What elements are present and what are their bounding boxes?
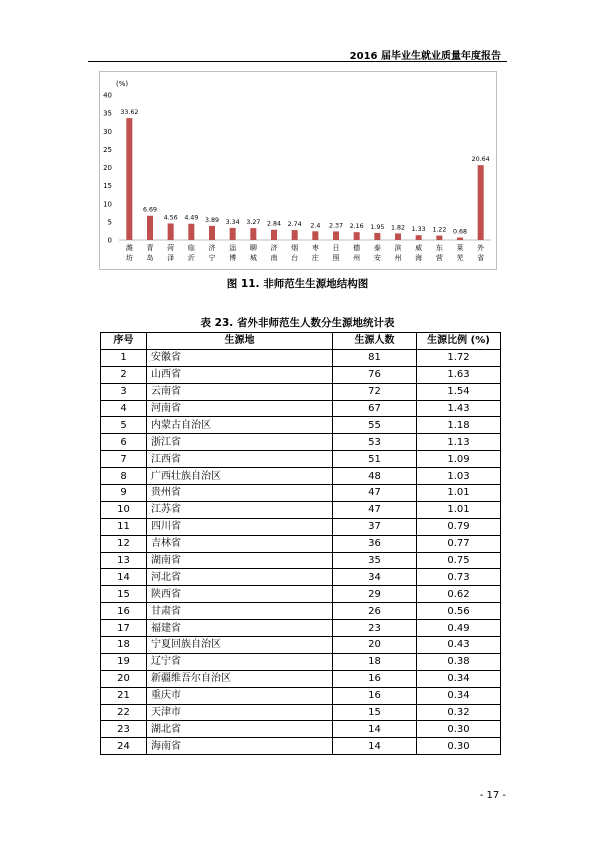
cell-ratio: 0.56 — [417, 603, 501, 620]
data-label: 3.34 — [225, 218, 240, 226]
cell-index: 24 — [101, 738, 147, 755]
cell-count: 47 — [333, 501, 417, 518]
cell-count: 81 — [333, 349, 417, 366]
x-tick-label: 日 — [332, 244, 340, 252]
cell-ratio: 1.13 — [417, 434, 501, 451]
cell-ratio: 1.72 — [417, 349, 501, 366]
cell-index: 10 — [101, 501, 147, 518]
bar — [250, 228, 256, 240]
header-rule — [88, 61, 507, 62]
table-caption: 表 23. 省外非师范生人数分生源地统计表 — [200, 317, 395, 329]
cell-region: 重庆市 — [147, 687, 333, 704]
y-tick-label: 10 — [103, 200, 112, 209]
table-row — [101, 670, 501, 687]
cell-ratio: 0.77 — [417, 535, 501, 552]
out-of-province-source-table — [100, 332, 501, 755]
cell-index: 19 — [101, 653, 147, 670]
cell-ratio: 1.18 — [417, 417, 501, 434]
y-tick-label: 20 — [103, 164, 112, 172]
cell-count: 67 — [333, 400, 417, 417]
bar — [354, 232, 360, 240]
x-tick-label: 聊 — [249, 244, 257, 252]
cell-ratio: 0.34 — [417, 670, 501, 687]
data-label: 1.82 — [390, 224, 406, 232]
y-tick-label: 15 — [103, 182, 112, 191]
y-tick-label: 5 — [107, 218, 112, 227]
data-label: 20.64 — [471, 156, 490, 164]
bar — [209, 226, 215, 240]
bar — [395, 233, 401, 240]
report-header-title: 2016 届毕业生就业质量年度报告 — [349, 51, 501, 62]
table-header-row — [101, 333, 501, 350]
table-row — [101, 366, 501, 383]
x-tick-label: 滨 — [394, 244, 402, 252]
cell-count: 51 — [333, 451, 417, 468]
cell-count: 16 — [333, 670, 417, 687]
table-row — [101, 518, 501, 535]
table-row — [101, 603, 501, 620]
table-row — [101, 637, 501, 654]
cell-index: 15 — [101, 586, 147, 603]
cell-region: 江苏省 — [147, 501, 333, 518]
x-tick-label: 潍 — [125, 244, 133, 252]
table-row — [101, 552, 501, 569]
cell-ratio: 1.03 — [417, 468, 501, 485]
cell-index: 1 — [101, 349, 147, 366]
cell-region: 甘肃省 — [147, 603, 333, 620]
data-label: 3.27 — [246, 219, 261, 227]
x-tick-label: 威 — [415, 244, 423, 252]
table-row — [101, 704, 501, 721]
data-label: 2.74 — [287, 221, 302, 229]
table-row — [101, 721, 501, 738]
cell-ratio: 0.62 — [417, 586, 501, 603]
cell-index: 11 — [101, 518, 147, 535]
x-tick-label: 照 — [332, 254, 340, 262]
page-number: - 17 - — [479, 790, 506, 801]
cell-region: 陕西省 — [147, 586, 333, 603]
cell-region: 四川省 — [147, 518, 333, 535]
cell-region: 天津市 — [147, 704, 333, 721]
x-tick-label: 淄 — [229, 244, 237, 252]
y-tick-label: 35 — [103, 109, 112, 118]
data-label: 2.16 — [349, 223, 364, 231]
cell-index: 14 — [101, 569, 147, 586]
x-tick-label: 外 — [477, 244, 485, 252]
cell-region: 吉林省 — [147, 535, 333, 552]
x-tick-label: 海 — [415, 254, 423, 262]
data-label: 2.4 — [310, 222, 321, 230]
x-tick-label: 济 — [270, 244, 278, 252]
cell-region: 海南省 — [147, 738, 333, 755]
bar — [292, 230, 298, 240]
table-row — [101, 535, 501, 552]
table-row — [101, 417, 501, 434]
y-axis-unit-label: (%) — [116, 80, 129, 88]
x-tick-label: 安 — [373, 254, 381, 262]
cell-count: 20 — [333, 637, 417, 654]
x-tick-label: 州 — [394, 254, 402, 262]
cell-ratio: 0.34 — [417, 687, 501, 704]
figure-caption: 图 11. 非师范生生源地结构图 — [226, 278, 369, 290]
header-region: 生源地 — [147, 333, 333, 350]
cell-region: 河北省 — [147, 569, 333, 586]
cell-count: 76 — [333, 366, 417, 383]
table-row — [101, 687, 501, 704]
cell-region: 福建省 — [147, 620, 333, 637]
cell-count: 34 — [333, 569, 417, 586]
cell-count: 55 — [333, 417, 417, 434]
cell-count: 14 — [333, 721, 417, 738]
cell-count: 26 — [333, 603, 417, 620]
table-row — [101, 349, 501, 366]
y-tick-label: 0 — [107, 236, 112, 245]
cell-region: 贵州省 — [147, 485, 333, 502]
cell-index: 20 — [101, 670, 147, 687]
x-tick-label: 莱 — [456, 244, 464, 252]
cell-ratio: 0.32 — [417, 704, 501, 721]
cell-index: 12 — [101, 535, 147, 552]
cell-index: 4 — [101, 400, 147, 417]
cell-ratio: 1.63 — [417, 366, 501, 383]
cell-ratio: 0.49 — [417, 620, 501, 637]
cell-ratio: 1.01 — [417, 501, 501, 518]
table-row — [101, 485, 501, 502]
cell-ratio: 0.43 — [417, 637, 501, 654]
data-label: 2.37 — [328, 222, 344, 230]
x-tick-label: 省 — [477, 254, 485, 262]
y-tick-label: 40 — [103, 91, 112, 100]
cell-index: 22 — [101, 704, 147, 721]
cell-count: 14 — [333, 738, 417, 755]
cell-ratio: 0.38 — [417, 653, 501, 670]
cell-index: 7 — [101, 451, 147, 468]
cell-region: 辽宁省 — [147, 653, 333, 670]
cell-count: 37 — [333, 518, 417, 535]
cell-index: 16 — [101, 603, 147, 620]
cell-count: 47 — [333, 485, 417, 502]
bar — [333, 231, 339, 240]
bar — [230, 228, 236, 240]
cell-count: 15 — [333, 704, 417, 721]
data-label: 1.33 — [411, 226, 426, 234]
cell-count: 35 — [333, 552, 417, 569]
cell-count: 72 — [333, 383, 417, 400]
cell-region: 宁夏回族自治区 — [147, 637, 333, 654]
table-row — [101, 501, 501, 518]
x-tick-label: 菏 — [167, 244, 175, 252]
cell-index: 13 — [101, 552, 147, 569]
bar — [416, 235, 422, 240]
cell-count: 18 — [333, 653, 417, 670]
x-tick-label: 济 — [208, 244, 216, 252]
x-tick-label: 坊 — [125, 254, 133, 262]
header-index: 序号 — [101, 333, 147, 350]
x-tick-label: 东 — [435, 244, 443, 252]
x-tick-label: 芜 — [456, 254, 464, 262]
cell-ratio: 0.73 — [417, 569, 501, 586]
cell-count: 23 — [333, 620, 417, 637]
cell-region: 江西省 — [147, 451, 333, 468]
cell-count: 16 — [333, 687, 417, 704]
bar — [436, 236, 442, 240]
x-tick-label: 临 — [187, 244, 195, 252]
data-label: 6.69 — [142, 206, 158, 214]
bar — [188, 224, 194, 240]
cell-region: 安徽省 — [147, 349, 333, 366]
source-structure-bar-chart — [99, 71, 497, 270]
data-label: 4.49 — [184, 214, 199, 222]
cell-index: 9 — [101, 485, 147, 502]
cell-index: 23 — [101, 721, 147, 738]
cell-ratio: 0.79 — [417, 518, 501, 535]
x-tick-label: 城 — [249, 254, 257, 262]
x-tick-label: 烟 — [291, 244, 299, 252]
data-label: 3.89 — [204, 216, 220, 224]
cell-region: 云南省 — [147, 383, 333, 400]
cell-region: 山西省 — [147, 366, 333, 383]
cell-count: 29 — [333, 586, 417, 603]
cell-index: 17 — [101, 620, 147, 637]
table-row — [101, 620, 501, 637]
x-tick-label: 南 — [270, 254, 278, 262]
table-row — [101, 653, 501, 670]
table-row — [101, 468, 501, 485]
cell-region: 湖南省 — [147, 552, 333, 569]
cell-index: 8 — [101, 468, 147, 485]
cell-ratio: 0.30 — [417, 738, 501, 755]
x-tick-label: 泰 — [373, 244, 381, 252]
x-tick-label: 沂 — [187, 254, 195, 262]
cell-index: 21 — [101, 687, 147, 704]
bar — [126, 118, 132, 240]
table-row — [101, 383, 501, 400]
x-tick-label: 庄 — [311, 254, 319, 262]
data-label: 1.22 — [432, 226, 447, 234]
x-tick-label: 泽 — [167, 254, 175, 262]
bar — [312, 231, 318, 240]
x-tick-label: 德 — [353, 244, 361, 252]
cell-count: 36 — [333, 535, 417, 552]
cell-index: 5 — [101, 417, 147, 434]
data-label: 2.84 — [266, 220, 282, 228]
cell-ratio: 1.43 — [417, 400, 501, 417]
cell-ratio: 1.01 — [417, 485, 501, 502]
bar — [168, 223, 174, 240]
cell-region: 内蒙古自治区 — [147, 417, 333, 434]
cell-region: 河南省 — [147, 400, 333, 417]
cell-index: 3 — [101, 383, 147, 400]
bar — [457, 238, 463, 240]
cell-ratio: 0.30 — [417, 721, 501, 738]
data-label: 33.62 — [120, 109, 139, 117]
cell-ratio: 1.54 — [417, 383, 501, 400]
x-tick-label: 博 — [229, 254, 237, 262]
cell-region: 湖北省 — [147, 721, 333, 738]
data-label: 0.68 — [452, 228, 468, 236]
table-row — [101, 451, 501, 468]
x-tick-label: 营 — [435, 254, 443, 262]
cell-region: 广西壮族自治区 — [147, 468, 333, 485]
cell-ratio: 1.09 — [417, 451, 501, 468]
header-ratio: 生源比例 (%) — [417, 333, 501, 350]
cell-region: 浙江省 — [147, 434, 333, 451]
x-tick-label: 州 — [353, 254, 361, 262]
bar — [478, 165, 484, 240]
cell-index: 2 — [101, 366, 147, 383]
bar — [147, 216, 153, 240]
cell-index: 6 — [101, 434, 147, 451]
x-tick-label: 台 — [291, 254, 299, 262]
x-tick-label: 岛 — [146, 254, 154, 262]
table-row — [101, 586, 501, 603]
table-row — [101, 434, 501, 451]
x-tick-label: 宁 — [208, 254, 216, 262]
bar — [374, 233, 380, 240]
data-label: 1.95 — [370, 223, 385, 231]
data-label: 4.56 — [163, 214, 178, 222]
y-tick-label: 30 — [103, 127, 112, 136]
cell-ratio: 0.75 — [417, 552, 501, 569]
y-tick-label: 25 — [103, 145, 112, 154]
x-tick-label: 青 — [146, 244, 154, 252]
cell-region: 新疆维吾尔自治区 — [147, 670, 333, 687]
cell-index: 18 — [101, 637, 147, 654]
cell-count: 48 — [333, 468, 417, 485]
x-tick-label: 枣 — [311, 244, 319, 252]
bar — [271, 230, 277, 240]
cell-count: 53 — [333, 434, 417, 451]
header-count: 生源人数 — [333, 333, 417, 350]
table-row — [101, 400, 501, 417]
table-row — [101, 569, 501, 586]
table-row — [101, 738, 501, 755]
